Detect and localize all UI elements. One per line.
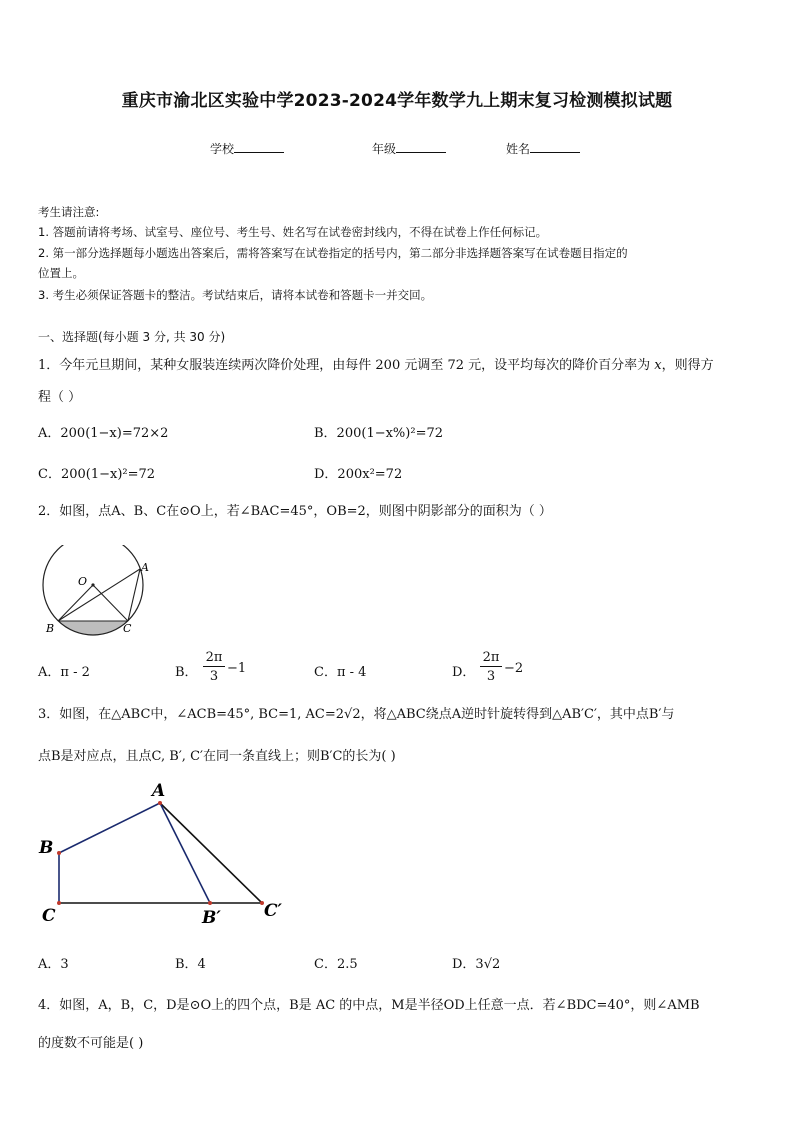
q3-line1: 3．如图，在△ABC中，∠ACB=45°, BC=1, AC=2√2，将△ABC绕点A逆时针旋转得到△AB′C′，其中点B′与 [38,707,675,722]
label-b1: B′ [202,908,221,928]
fraction-numerator: 2π [480,650,502,667]
segment-ab1 [160,803,210,903]
q4-line1: 4．如图，A，B，C，D是⊙O上的四个点，B是 AC 的中点，M是半径OD上任意一点．若∠BDC=40°，则∠AMB [38,998,700,1013]
radius-ob [58,585,93,621]
fraction-denominator: 3 [486,669,496,684]
label-o: O [78,575,88,588]
q3-option-d: D．3√2 [452,957,501,972]
grade-blank [396,142,446,153]
q4-line2: 的度数不可能是( ) [38,1036,144,1051]
q1-line2: 程（ ） [38,390,82,405]
q1-option-d: D．200x²=72 [314,467,403,482]
fraction-numerator: 2π [203,650,225,667]
label-c: C [42,906,56,926]
page-title: 重庆市渝北区实验中学2023-2024学年数学九上期末复习检测模拟试题 [121,91,673,111]
radius-oc [93,585,128,621]
label-c1: C′ [264,901,283,921]
point-b1 [208,901,212,905]
q2-option-c: C．π - 4 [314,665,367,680]
q3-option-a: A．3 [38,957,69,972]
q3-triangle-figure [30,778,300,928]
q1-line1: 1．今年元旦期间，某种女服装连续两次降价处理，由每件 200 元调至 72 元，设平均每次的降价百分率为 x，则得方 [38,358,714,373]
point-a [158,801,162,805]
q3-line2: 点B是对应点，且点C, B′, C′在同一条直线上；则B′C的长为( ) [38,749,396,764]
q1-variable: x [654,358,662,373]
label-b: B [39,838,54,858]
q2-text: 2．如图，点A、B、C在⊙O上，若∠BAC=45°，OB=2，则图中阴影部分的面积为（ ） [38,504,552,519]
school-field [210,140,284,157]
q3-option-b: B．4 [175,957,206,972]
school-blank [234,142,284,153]
segment-ba [59,803,160,853]
note-item: 2. 第一部分选择题每小题选出答案后，需将答案写在试卷指定的括号内，第二部分非选择题答案写在试卷题目指定的 [38,246,628,260]
label-c: C [123,622,132,635]
note-item: 位置上。 [38,266,84,280]
label-a: A [141,561,149,574]
segment-ac1 [160,803,262,903]
note-item: 3. 考生必须保证答题卡的整洁。考试结束后，请将本试卷和答题卡一并交回。 [38,288,433,302]
name-label: 姓名 [506,142,531,156]
name-blank [530,142,580,153]
q2-circle-figure [30,545,160,645]
chord-ba [58,569,140,621]
grade-label: 年级 [372,142,397,156]
note-item: 1. 答题前请将考场、试室号、座位号、考生号、姓名写在试卷密封线内，不得在试卷上作任何标记。 [38,225,548,239]
q3-option-c: C．2.5 [314,957,358,972]
notes-heading: 考生请注意: [38,205,100,219]
q1-option-b: B．200(1−x%)²=72 [314,426,444,441]
label-a: A [152,781,166,801]
q1-option-c: C．200(1−x)²=72 [38,467,156,482]
point-b [57,851,61,855]
name-field [506,140,580,157]
q2-option-a: A．π - 2 [38,665,90,680]
q1-option-a: A．200(1−x)=72×2 [38,426,169,441]
school-label: 学校 [210,142,235,156]
center-dot [91,583,94,586]
section-title: 一、选择题(每小题 3 分, 共 30 分) [38,330,226,344]
grade-field [372,140,446,157]
fraction-denominator: 3 [209,669,219,684]
point-c [57,901,61,905]
label-b: B [46,622,55,635]
